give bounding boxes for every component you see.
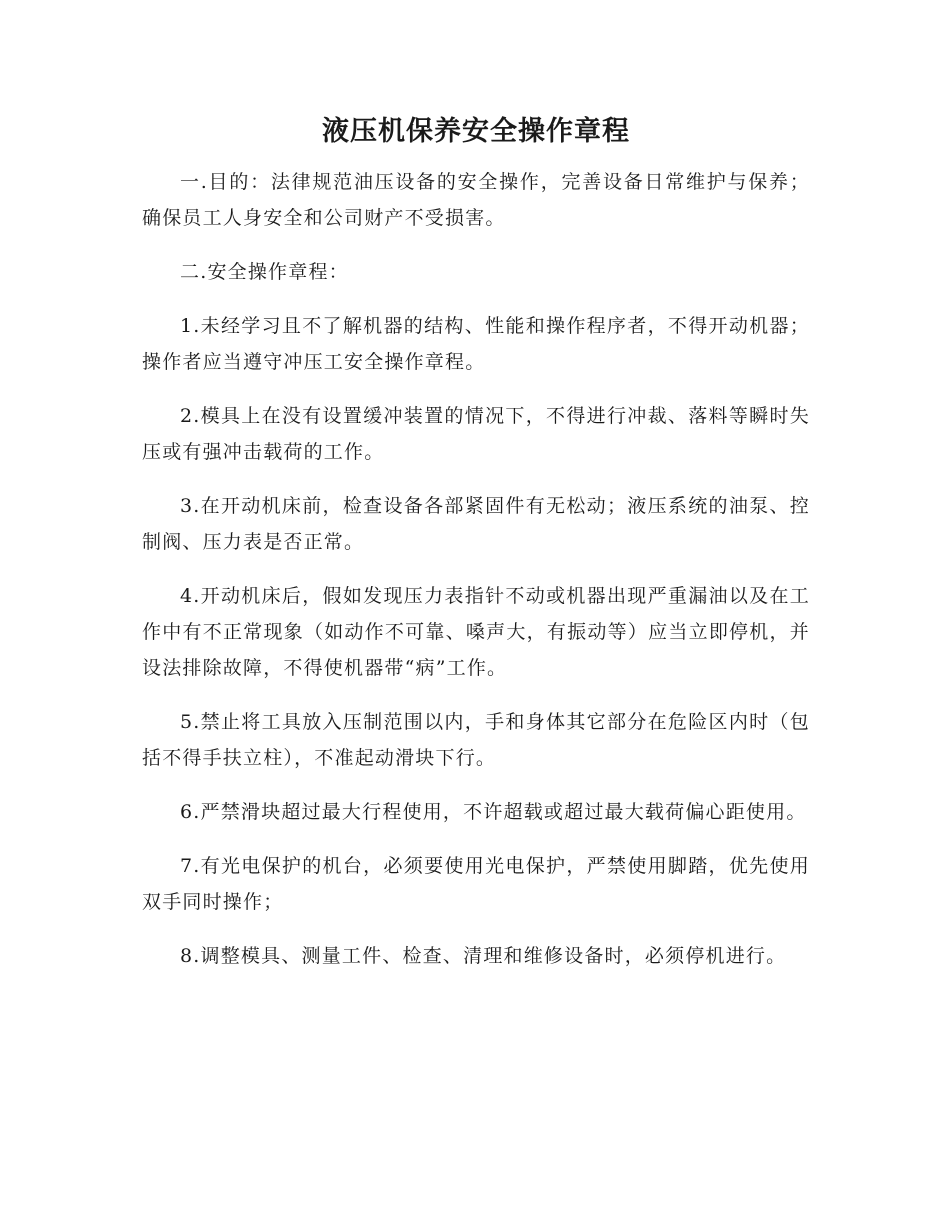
paragraph-rule-4: 4.开动机床后，假如发现压力表指针不动或机器出现严重漏油以及在工作中有不正常现象（如动作不可靠、嗓声大，有振动等）应当立即停机，并设法排除故障，不得使机器带“病”工作。 bbox=[142, 585, 810, 679]
paragraph-rule-7: 7.有光电保护的机台，必须要使用光电保护，严禁使用脚踏，优先使用双手同时操作； bbox=[142, 855, 810, 913]
paragraph-rule-3: 3.在开动机床前，检查设备各部紧固件有无松动；液压系统的油泵、控制阀、压力表是否正常。 bbox=[142, 495, 810, 553]
paragraph-rule-8: 8.调整模具、测量工件、检查、清理和维修设备时，必须停机进行。 bbox=[180, 945, 787, 967]
paragraph-rule-5: 5.禁止将工具放入压制范围以内，手和身体其它部分在危险区内时（包括不得手扶立柱），不准起动滑块下行。 bbox=[142, 711, 810, 769]
document-title: 液压机保养安全操作章程 bbox=[322, 116, 630, 147]
paragraph-section-heading: 二.安全操作章程： bbox=[180, 261, 349, 283]
paragraph-rule-2: 2.模具上在没有设置缓冲装置的情况下，不得进行冲裁、落料等瞬时失压或有强冲击载荷的工作。 bbox=[142, 405, 810, 463]
paragraph-purpose: 一.目的：法律规范油压设备的安全操作，完善设备日常维护与保养；确保员工人身安全和公司财产不受损害。 bbox=[142, 171, 810, 229]
paragraph-rule-6: 6.严禁滑块超过最大行程使用，不许超载或超过最大载荷偏心距使用。 bbox=[180, 801, 807, 823]
paragraph-rule-1: 1.未经学习且不了解机器的结构、性能和操作程序者，不得开动机器；操作者应当遵守冲压工安全操作章程。 bbox=[142, 315, 810, 373]
document-page bbox=[142, 108, 810, 974]
